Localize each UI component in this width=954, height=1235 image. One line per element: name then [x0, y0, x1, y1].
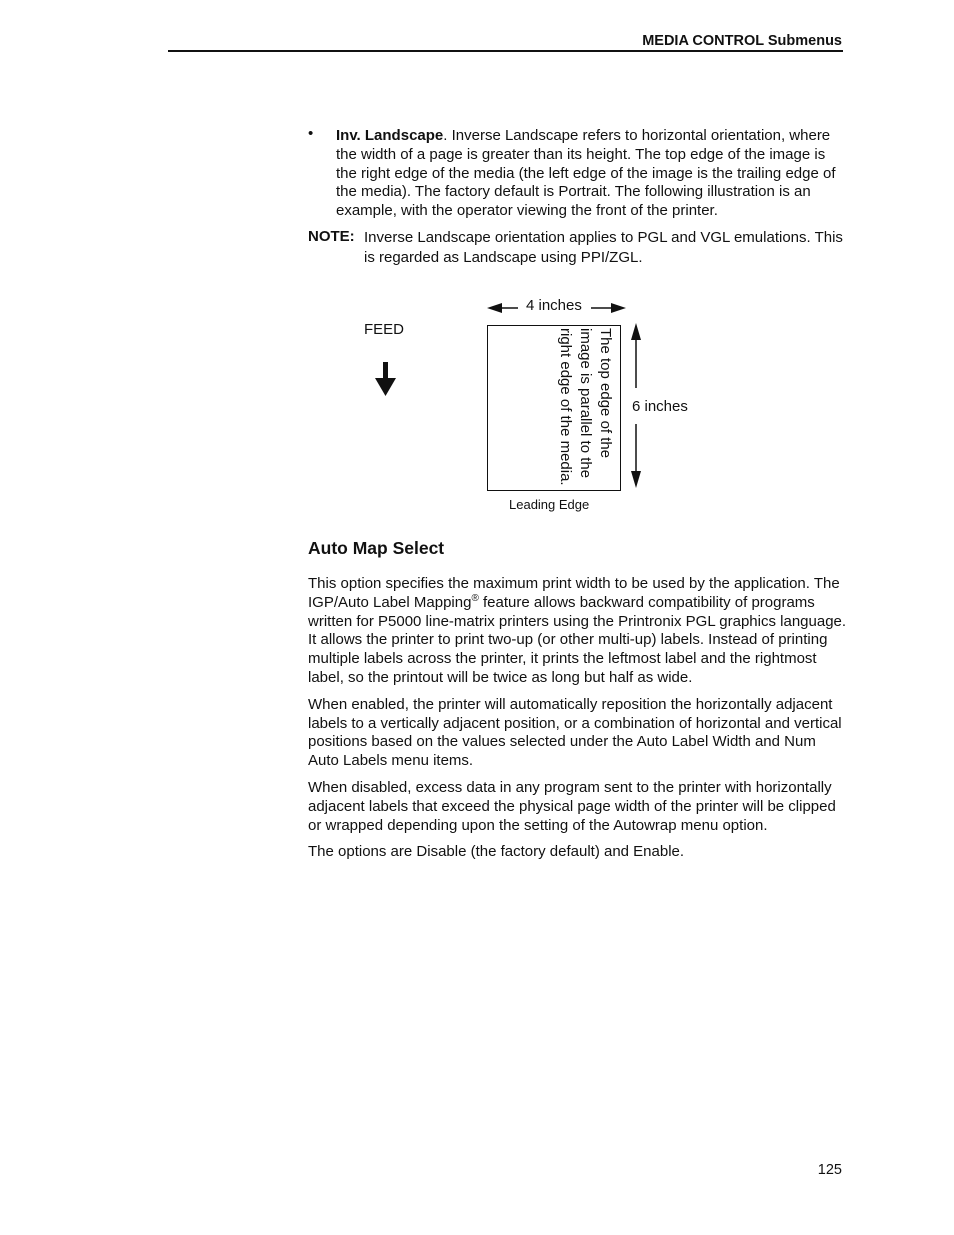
bullet-mark: •: [308, 125, 314, 142]
feed-arrow-head: [375, 378, 396, 396]
leading-edge-label: Leading Edge: [509, 497, 590, 512]
paragraph-3: When disabled, excess data in any program sent to the printer with horizontally adjacent labels that exceed the physical page width of the printer will be clipped or wrapped depending upon the setting of the Autowrap menu option.: [308, 778, 836, 834]
width-arrow-left-head: [487, 303, 502, 313]
note-text: Inverse Landscape orientation applies to PGL and VGL emulations. This is regarded as Landscape using PPI/ZGL.: [364, 229, 843, 266]
rotated-image-text: The top edge of the image is parallel to the right edge of the media.: [557, 328, 614, 486]
feed-arrow-shaft: [383, 362, 388, 380]
paragraph-1: [308, 575, 848, 688]
section-body: [308, 575, 848, 870]
page-number: 125: [817, 1162, 842, 1178]
section-heading: Auto Map Select: [308, 538, 445, 558]
paragraph-4: The options are Disable (the factory default) and Enable.: [308, 843, 685, 861]
height-arrow-top-head: [631, 323, 641, 340]
paragraph-2: When enabled, the printer will automatically reposition the horizontally adjacent labels to a vertically adjacent position, or a combination of horizontal and vertical positions based on the values selected under the Auto Label Width and Num Auto Labels menu items.: [308, 695, 842, 770]
registered-mark: ®: [471, 592, 479, 604]
paragraph-1-start: This option specifies the maximum print width to be used by the application. The IGP/Auto Label Mapping: [308, 575, 840, 611]
height-label: 6 inches: [632, 398, 688, 415]
running-header: MEDIA CONTROL Submenus: [642, 33, 842, 49]
bullet-text: . Inverse Landscape refers to horizontal orientation, where the width of a page is greater than its height. The top edge of the image is the right edge of the media (the left edge of the image is the trailing edge of the media). The factory default is Portrait. The following illustration is an example, with the operator viewing the front of the printer.: [336, 127, 836, 220]
height-arrow-bottom-head: [631, 471, 641, 488]
media-content: [487, 325, 621, 491]
width-arrow-right-head: [611, 303, 626, 313]
paragraph-1-end: feature allows backward compatibility of programs written for P5000 line-matrix printers using the Printronix PGL graphics language. It allows the printer to print two-up (or other multi-up) labels. Instead of printing multiple labels across the printer, it prints the leftmost label and the rightmost label, so the printout will be twice as long but half as wide.: [308, 593, 847, 686]
feed-label: FEED: [364, 321, 405, 338]
note-label: NOTE:: [308, 228, 355, 245]
width-label: 4 inches: [526, 297, 582, 314]
bullet-term: Inv. Landscape: [336, 127, 444, 144]
